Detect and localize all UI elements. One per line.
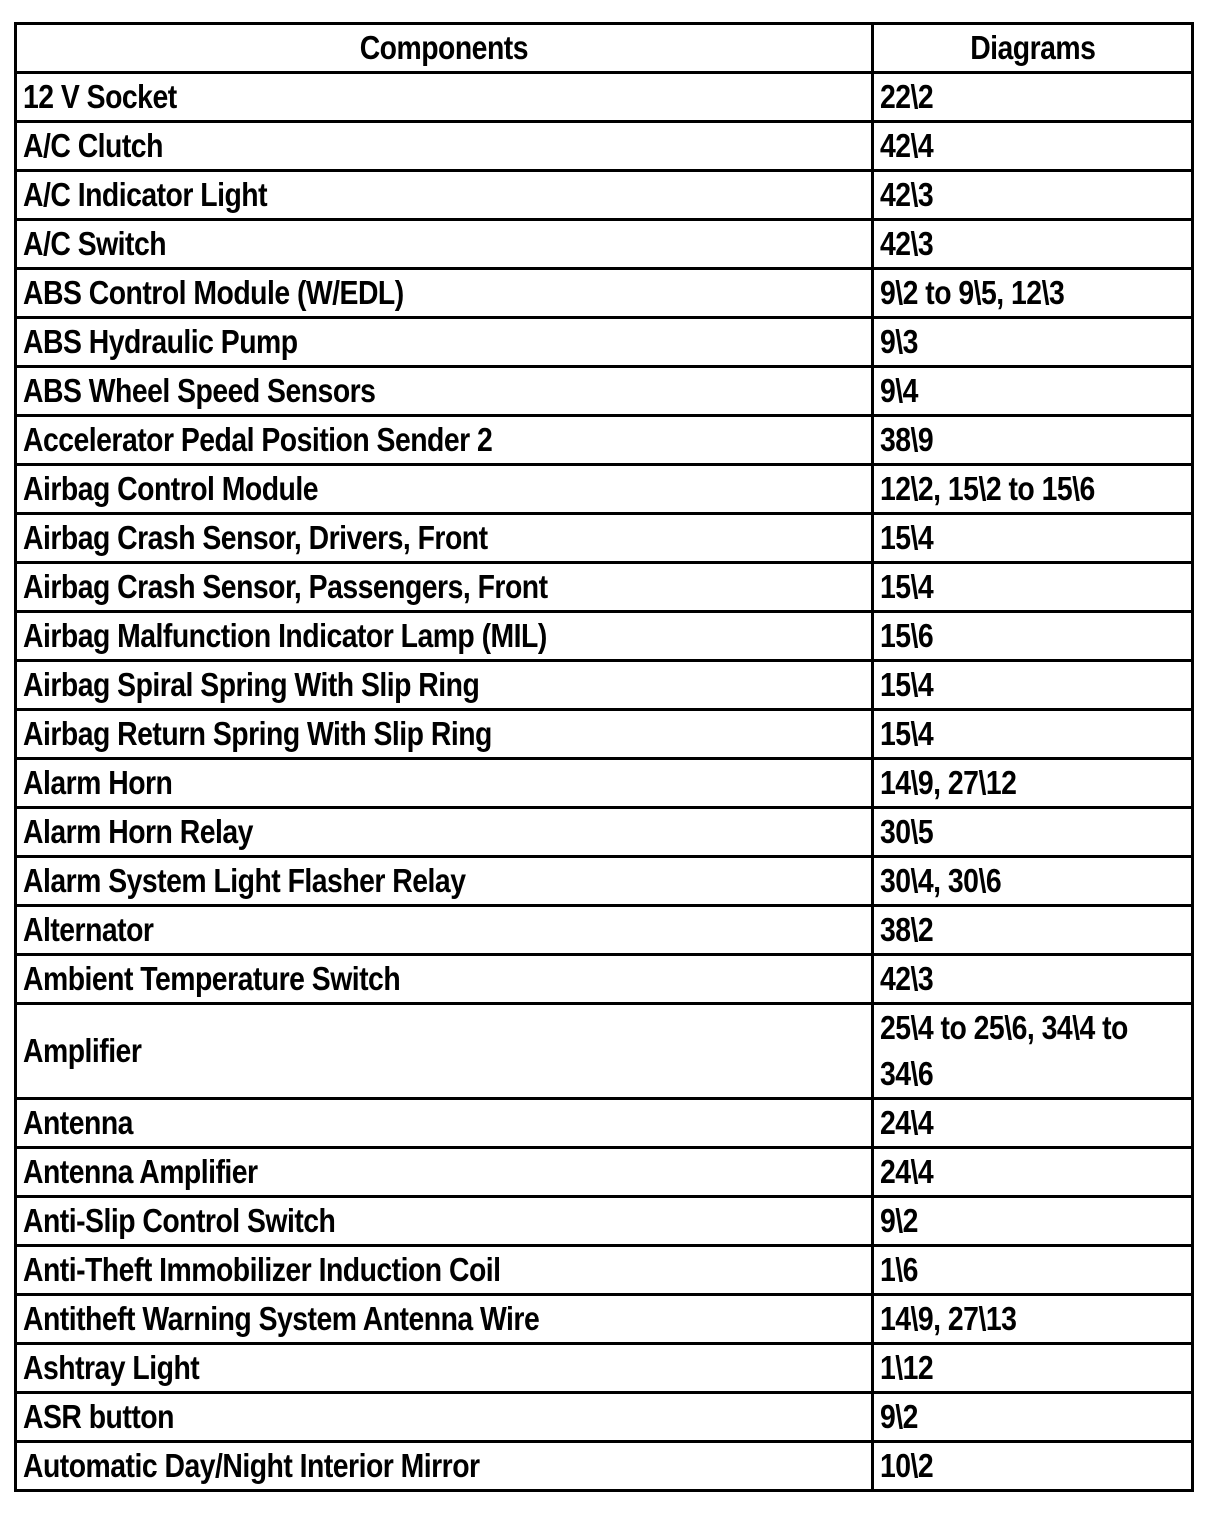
component-cell: Automatic Day/Night Interior Mirror [16,1442,873,1491]
table-row [16,808,1193,857]
table-row [16,318,1193,367]
components-table-container [14,22,1191,1492]
component-cell: Antenna [16,1099,873,1148]
component-cell: Anti-Theft Immobilizer Induction Coil [16,1246,873,1295]
component-cell: ABS Hydraulic Pump [16,318,873,367]
component-cell: ABS Wheel Speed Sensors [16,367,873,416]
table-row [16,416,1193,465]
diagrams-cell: 10\2 [873,1442,1193,1491]
diagrams-cell: 30\4, 30\6 [873,857,1193,906]
table-row [16,465,1193,514]
component-cell: Antenna Amplifier [16,1148,873,1197]
diagrams-cell: 24\4 [873,1099,1193,1148]
component-cell: Airbag Malfunction Indicator Lamp (MIL) [16,612,873,661]
diagrams-cell: 15\4 [873,563,1193,612]
header-components: Components [16,24,873,73]
diagrams-cell: 38\2 [873,906,1193,955]
table-row [16,661,1193,710]
table-row [16,269,1193,318]
component-cell: Airbag Return Spring With Slip Ring [16,710,873,759]
table-row [16,759,1193,808]
component-cell: Alarm System Light Flasher Relay [16,857,873,906]
component-cell: Airbag Crash Sensor, Drivers, Front [16,514,873,563]
diagrams-cell: 24\4 [873,1148,1193,1197]
component-cell: A/C Switch [16,220,873,269]
table-row [16,710,1193,759]
diagrams-cell: 9\2 [873,1393,1193,1442]
component-cell: A/C Indicator Light [16,171,873,220]
component-cell: Airbag Spiral Spring With Slip Ring [16,661,873,710]
table-row [16,1246,1193,1295]
component-cell: Anti-Slip Control Switch [16,1197,873,1246]
table-row [16,514,1193,563]
table-row [16,906,1193,955]
component-cell: Alternator [16,906,873,955]
diagrams-cell: 30\5 [873,808,1193,857]
table-row [16,122,1193,171]
diagrams-cell: 38\9 [873,416,1193,465]
diagrams-cell: 9\4 [873,367,1193,416]
components-diagrams-table [14,22,1194,1492]
diagrams-cell: 15\4 [873,661,1193,710]
table-row [16,1344,1193,1393]
component-cell: ABS Control Module (W/EDL) [16,269,873,318]
component-cell: Airbag Control Module [16,465,873,514]
component-cell: Airbag Crash Sensor, Passengers, Front [16,563,873,612]
table-row [16,1099,1193,1148]
table-row [16,367,1193,416]
header-diagrams: Diagrams [873,24,1193,73]
diagrams-cell: 15\4 [873,710,1193,759]
diagrams-cell: 42\3 [873,171,1193,220]
diagrams-cell: 9\2 [873,1197,1193,1246]
diagrams-cell: 9\2 to 9\5, 12\3 [873,269,1193,318]
diagrams-cell: 14\9, 27\13 [873,1295,1193,1344]
component-cell: A/C Clutch [16,122,873,171]
component-cell: Alarm Horn [16,759,873,808]
diagrams-cell: 15\6 [873,612,1193,661]
table-row [16,563,1193,612]
diagrams-cell: 22\2 [873,73,1193,122]
diagrams-cell: 25\4 to 25\6, 34\4 to 34\6 [873,1004,1193,1099]
table-row [16,171,1193,220]
diagrams-cell: 9\3 [873,318,1193,367]
component-cell: Accelerator Pedal Position Sender 2 [16,416,873,465]
table-row [16,1442,1193,1491]
component-cell: Amplifier [16,1004,873,1099]
table-header-row [16,24,1193,73]
component-cell: Alarm Horn Relay [16,808,873,857]
component-cell: Antitheft Warning System Antenna Wire [16,1295,873,1344]
component-cell: Ambient Temperature Switch [16,955,873,1004]
diagrams-cell: 15\4 [873,514,1193,563]
component-cell: Ashtray Light [16,1344,873,1393]
diagrams-cell: 12\2, 15\2 to 15\6 [873,465,1193,514]
table-row [16,1393,1193,1442]
diagrams-cell: 1\12 [873,1344,1193,1393]
diagrams-cell: 14\9, 27\12 [873,759,1193,808]
table-row [16,1148,1193,1197]
table-row [16,1295,1193,1344]
diagrams-cell: 42\3 [873,955,1193,1004]
diagrams-cell: 1\6 [873,1246,1193,1295]
table-row [16,857,1193,906]
table-row [16,1004,1193,1099]
component-cell: 12 V Socket [16,73,873,122]
component-cell: ASR button [16,1393,873,1442]
table-row [16,73,1193,122]
table-row [16,1197,1193,1246]
diagrams-cell: 42\4 [873,122,1193,171]
table-row [16,220,1193,269]
table-row [16,955,1193,1004]
table-row [16,612,1193,661]
diagrams-cell: 42\3 [873,220,1193,269]
